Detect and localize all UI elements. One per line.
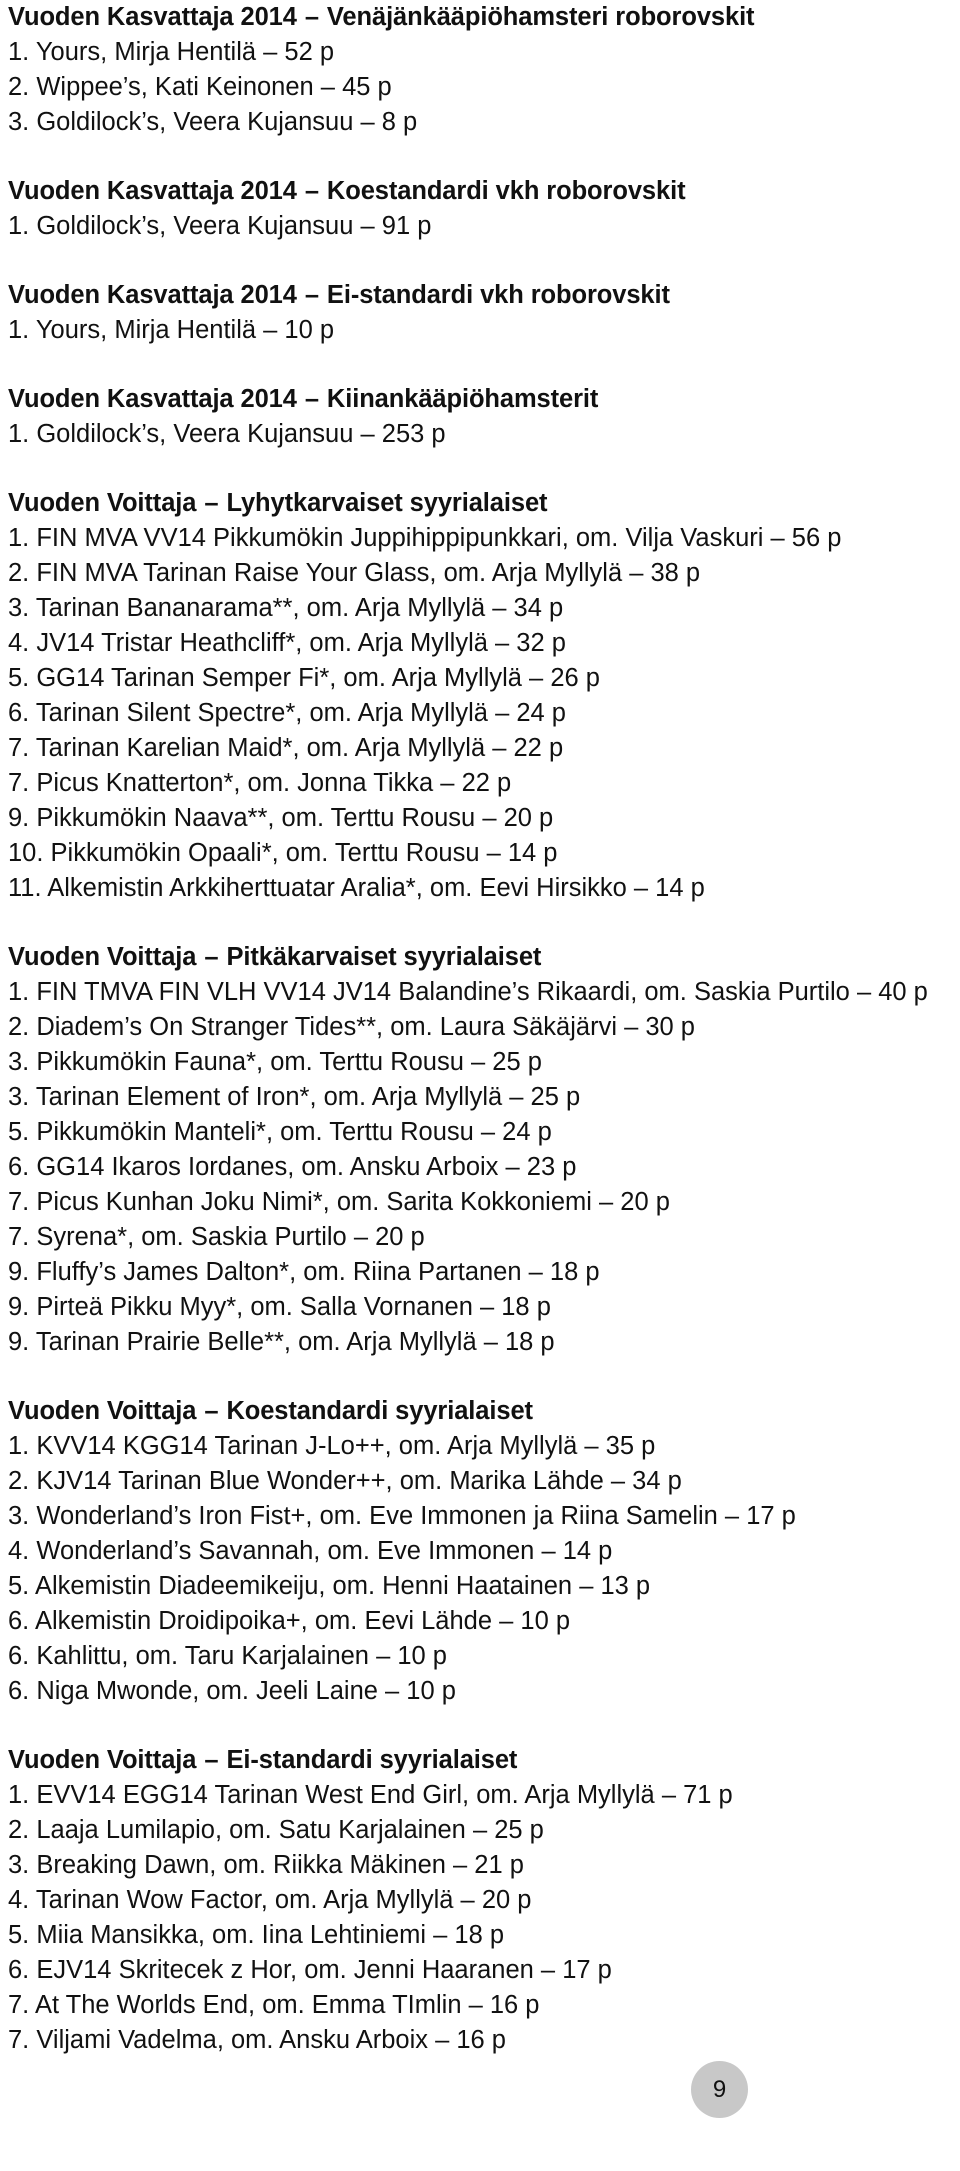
heading-category: Koestandardi syyrialaiset: [226, 1397, 533, 1425]
result-entry: 1. Goldilock’s, Veera Kujansuu – 253 p: [8, 420, 446, 448]
heading-separator: –: [304, 281, 319, 309]
heading-category: Kiinankääpiöhamsterit: [326, 385, 599, 413]
result-entry: 1. Yours, Mirja Hentilä – 10 p: [8, 316, 335, 344]
section-voittaja-lyhytkarvaiset: [8, 486, 958, 906]
result-entry: 1. Yours, Mirja Hentilä – 52 p: [8, 38, 335, 66]
section-kasvattaja-koestandardi-roborovskit: [8, 174, 958, 244]
section-heading: [8, 1743, 958, 1778]
result-entry: 7. Viljami Vadelma, om. Ansku Arboix – 16 p: [8, 2026, 506, 2054]
result-entry: 10. Pikkumökin Opaali*, om. Terttu Rousu – 14 p: [8, 839, 558, 867]
heading-separator: –: [204, 1397, 219, 1425]
result-entry: 9. Tarinan Prairie Belle**, om. Arja Myllylä – 18 p: [8, 1328, 555, 1356]
heading-separator: –: [204, 1746, 219, 1774]
results-document: [8, 0, 958, 2058]
result-entry: 6. Alkemistin Droidipoika+, om. Eevi Lähde – 10 p: [8, 1607, 571, 1635]
result-entry: 6. Tarinan Silent Spectre*, om. Arja Myllylä – 24 p: [8, 699, 566, 727]
heading-category: Ei-standardi vkh roborovskit: [326, 281, 670, 309]
heading-title: Vuoden Voittaja: [8, 1746, 197, 1774]
result-entry: 3. Tarinan Element of Iron*, om. Arja Myllylä – 25 p: [8, 1083, 581, 1111]
section-heading: [8, 0, 958, 35]
heading-title: Vuoden Kasvattaja 2014: [8, 281, 297, 309]
result-entry: 7. At The Worlds End, om. Emma TImlin – 16 p: [8, 1991, 540, 2019]
result-entry: 7. Picus Knatterton*, om. Jonna Tikka – 22 p: [8, 769, 512, 797]
section-voittaja-pitkakarvaiset: [8, 940, 958, 1360]
heading-title: Vuoden Voittaja: [8, 943, 197, 971]
section-voittaja-ei-standardi-syyrialaiset: [8, 1743, 958, 2058]
result-entry: 2. FIN MVA Tarinan Raise Your Glass, om. Arja Myllylä – 38 p: [8, 559, 701, 587]
heading-category: Pitkäkarvaiset syyrialaiset: [226, 943, 542, 971]
result-entry: 1. FIN TMVA FIN VLH VV14 JV14 Balandine’s Rikaardi, om. Saskia Purtilo – 40 p: [8, 978, 928, 1006]
heading-separator: –: [304, 385, 319, 413]
section-kasvattaja-kiinankaapiohamsterit: [8, 382, 958, 452]
section-kasvattaja-venajankaapiohamsteri: [8, 0, 958, 140]
section-heading: [8, 278, 958, 313]
result-entry: 5. GG14 Tarinan Semper Fi*, om. Arja Myllylä – 26 p: [8, 664, 600, 692]
result-entry: 1. Goldilock’s, Veera Kujansuu – 91 p: [8, 212, 432, 240]
result-entry: 5. Miia Mansikka, om. Iina Lehtiniemi – 18 p: [8, 1921, 505, 1949]
section-heading: [8, 486, 958, 521]
heading-title: Vuoden Kasvattaja 2014: [8, 3, 297, 31]
result-entry: 5. Pikkumökin Manteli*, om. Terttu Rousu – 24 p: [8, 1118, 552, 1146]
heading-category: Koestandardi vkh roborovskit: [326, 177, 686, 205]
result-entry: 6. EJV14 Skritecek z Hor, om. Jenni Haaranen – 17 p: [8, 1956, 612, 1984]
heading-category: Lyhytkarvaiset syyrialaiset: [226, 489, 548, 517]
result-entry: 3. Pikkumökin Fauna*, om. Terttu Rousu – 25 p: [8, 1048, 542, 1076]
result-entry: 4. JV14 Tristar Heathcliff*, om. Arja Myllylä – 32 p: [8, 629, 566, 657]
result-entry: 5. Alkemistin Diadeemikeiju, om. Henni Haatainen – 13 p: [8, 1572, 651, 1600]
heading-title: Vuoden Kasvattaja 2014: [8, 177, 297, 205]
heading-title: Vuoden Voittaja: [8, 1397, 197, 1425]
result-entry: 9. Pirteä Pikku Myy*, om. Salla Vornanen – 18 p: [8, 1293, 551, 1321]
section-voittaja-koestandardi-syyrialaiset: [8, 1394, 958, 1709]
result-entry: 1. FIN MVA VV14 Pikkumökin Juppihippipunkkari, om. Vilja Vaskuri – 56 p: [8, 524, 842, 552]
heading-category: Ei-standardi syyrialaiset: [226, 1746, 518, 1774]
heading-separator: –: [304, 3, 319, 31]
heading-title: Vuoden Voittaja: [8, 489, 197, 517]
result-entry: 6. GG14 Ikaros Iordanes, om. Ansku Arboix – 23 p: [8, 1153, 577, 1181]
heading-title: Vuoden Kasvattaja 2014: [8, 385, 297, 413]
result-entry: 4. Tarinan Wow Factor, om. Arja Myllylä – 20 p: [8, 1886, 532, 1914]
result-entry: 3. Tarinan Bananarama**, om. Arja Myllylä – 34 p: [8, 594, 564, 622]
result-entry: 7. Syrena*, om. Saskia Purtilo – 20 p: [8, 1223, 425, 1251]
result-entry: 2. KJV14 Tarinan Blue Wonder++, om. Marika Lähde – 34 p: [8, 1467, 682, 1495]
section-heading: [8, 940, 958, 975]
result-entry: 3. Breaking Dawn, om. Riikka Mäkinen – 21 p: [8, 1851, 524, 1879]
section-heading: [8, 1394, 958, 1429]
result-entry: 2. Diadem’s On Stranger Tides**, om. Laura Säkäjärvi – 30 p: [8, 1013, 695, 1041]
result-entry: 11. Alkemistin Arkkiherttuatar Aralia*, om. Eevi Hirsikko – 14 p: [8, 874, 705, 902]
result-entry: 9. Fluffy’s James Dalton*, om. Riina Partanen – 18 p: [8, 1258, 600, 1286]
result-entry: 4. Wonderland’s Savannah, om. Eve Immonen – 14 p: [8, 1537, 613, 1565]
result-entry: 7. Picus Kunhan Joku Nimi*, om. Sarita Kokkoniemi – 20 p: [8, 1188, 670, 1216]
section-heading: [8, 174, 958, 209]
result-entry: 6. Niga Mwonde, om. Jeeli Laine – 10 p: [8, 1677, 456, 1705]
heading-separator: –: [204, 943, 219, 971]
result-entry: 1. KVV14 KGG14 Tarinan J-Lo++, om. Arja Myllylä – 35 p: [8, 1432, 656, 1460]
result-entry: 3. Wonderland’s Iron Fist+, om. Eve Immonen ja Riina Samelin – 17 p: [8, 1502, 796, 1530]
result-entry: 6. Kahlittu, om. Taru Karjalainen – 10 p: [8, 1642, 447, 1670]
result-entry: 2. Laaja Lumilapio, om. Satu Karjalainen – 25 p: [8, 1816, 544, 1844]
section-heading: [8, 382, 958, 417]
heading-separator: –: [304, 177, 319, 205]
heading-category: Venäjänkääpiöhamsteri roborovskit: [326, 3, 755, 31]
result-entry: 9. Pikkumökin Naava**, om. Terttu Rousu – 20 p: [8, 804, 554, 832]
heading-separator: –: [204, 489, 219, 517]
result-entry: 7. Tarinan Karelian Maid*, om. Arja Myllylä – 22 p: [8, 734, 564, 762]
section-kasvattaja-ei-standardi-roborovskit: [8, 278, 958, 348]
result-entry: 1. EVV14 EGG14 Tarinan West End Girl, om. Arja Myllylä – 71 p: [8, 1781, 733, 1809]
result-entry: 3. Goldilock’s, Veera Kujansuu – 8 p: [8, 108, 418, 136]
result-entry: 2. Wippee’s, Kati Keinonen – 45 p: [8, 73, 392, 101]
page-number: 9: [691, 2061, 748, 2118]
